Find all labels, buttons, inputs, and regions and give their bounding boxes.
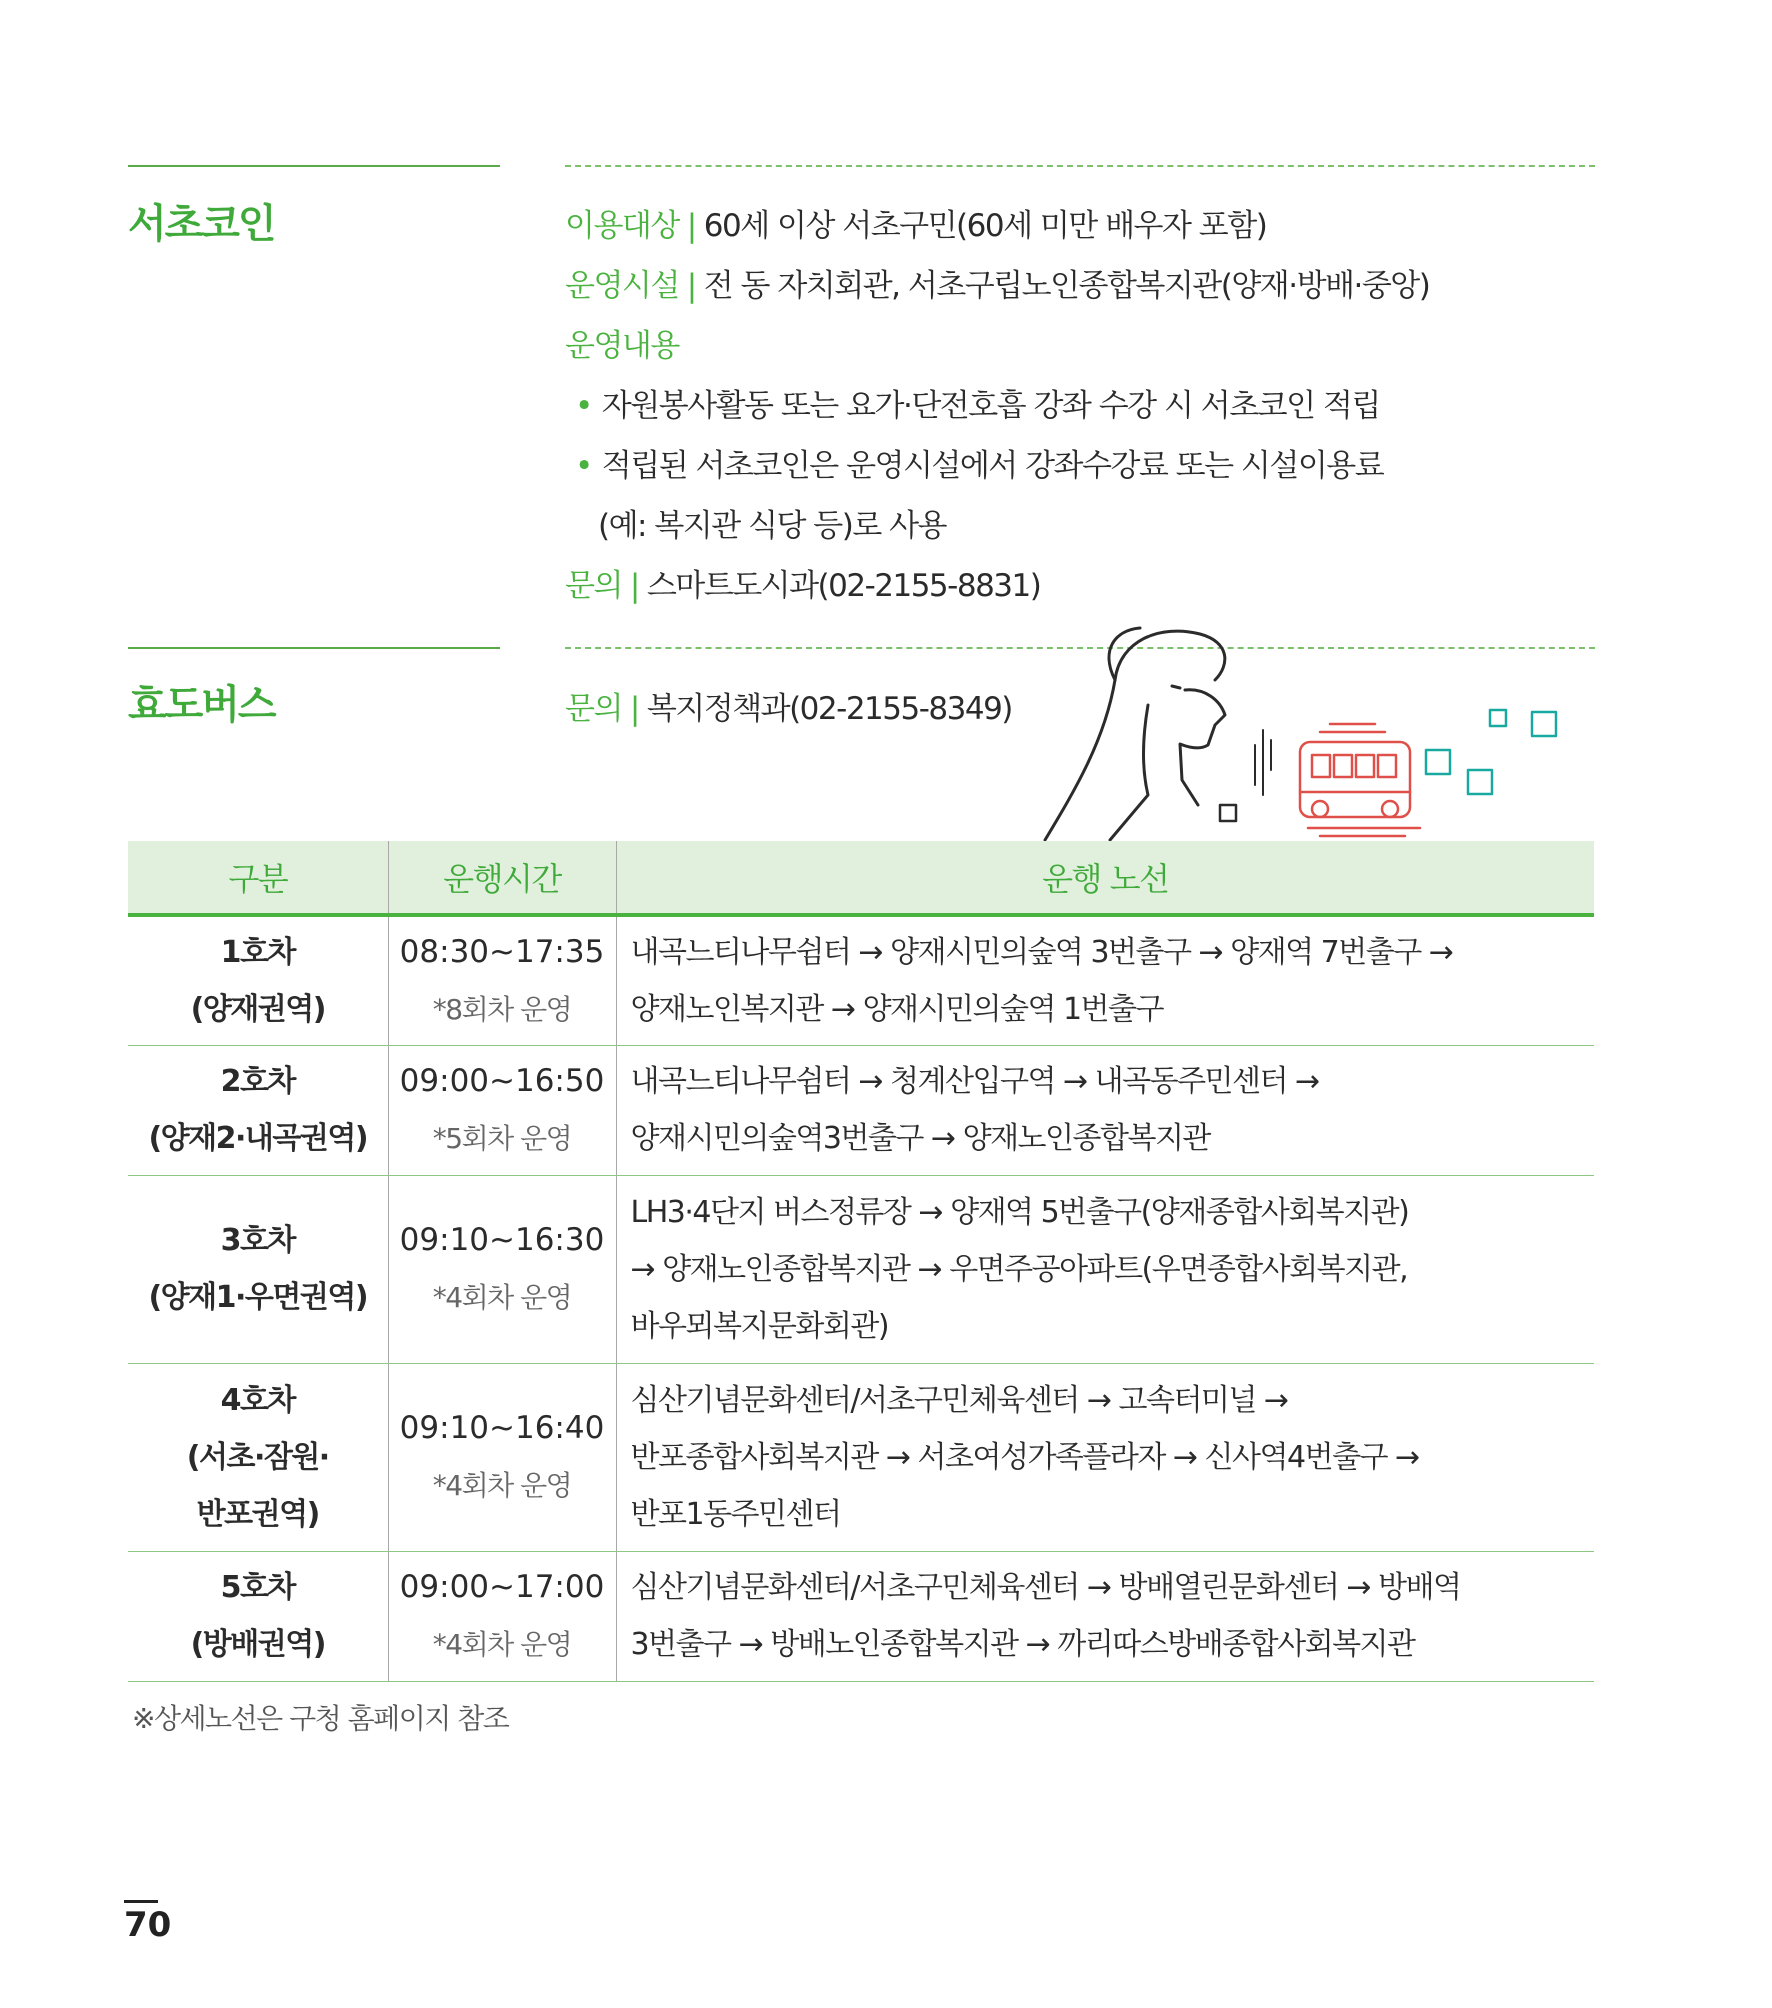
coin-bullet-1 (575, 380, 1380, 425)
bus-route-cell (616, 1045, 1594, 1175)
route-line: 3번출구 → 방배노인종합복지관 → 까리따스방배종합사회복지관 (630, 1627, 1415, 1662)
bus-area-cont: 반포권역) (196, 1496, 319, 1532)
bus-name-cell (128, 915, 388, 1045)
square-outline-icon (1220, 805, 1236, 821)
bus-number: 3호차 (220, 1223, 295, 1258)
bus-icon (1300, 724, 1420, 836)
bus-area: (양재권역) (190, 991, 325, 1027)
separator: | (629, 691, 639, 727)
coin-target-label: 이용대상 (565, 208, 679, 244)
person-silhouette-icon (1045, 628, 1225, 840)
table-row (128, 1551, 1594, 1681)
route-line: 내곡느티나무쉼터 → 양재시민의숲역 3번출구 → 양재역 7번출구 → (630, 934, 1453, 970)
route-line: 내곡느티나무쉼터 → 청계산입구역 → 내곡동주민센터 → (630, 1064, 1319, 1099)
route-line: 양재시민의숲역3번출구 → 양재노인종합복지관 (630, 1121, 1210, 1156)
teal-squares-icon (1426, 710, 1556, 794)
table-row (128, 1175, 1594, 1363)
bus-time-cell (388, 915, 616, 1045)
coin-contact-value: 스마트도시과(02-2155-8831) (646, 568, 1041, 604)
page-number-rule (124, 1900, 158, 1903)
coin-section-title: 서초코인 (128, 201, 275, 247)
run-count: *4회차 운영 (432, 1628, 572, 1661)
bus-contact-value: 복지정책과(02-2155-8349) (646, 691, 1012, 727)
bus-time-cell (388, 1045, 616, 1175)
bus-section-title: 효도버스 (128, 682, 275, 728)
coin-target-line (565, 200, 1266, 245)
bus-area: (방배권역) (190, 1627, 325, 1662)
coin-facility-label: 운영시설 (565, 268, 679, 304)
operating-time: 09:10~16:40 (399, 1410, 605, 1446)
bus-area: (양재1·우면권역) (148, 1280, 368, 1315)
coin-bullet-1-text: 자원봉사활동 또는 요가·단전호흡 강좌 수강 시 서초코인 적립 (601, 388, 1380, 424)
separator: | (629, 568, 639, 604)
table-row (128, 915, 1594, 1045)
route-line: LH3·4단지 버스정류장 → 양재역 5번출구(양재종합사회복지관) (630, 1194, 1409, 1230)
bus-section-rule (128, 647, 500, 649)
coin-bullet-2-text-cont: (예: 복지관 식당 등)로 사용 (598, 508, 947, 544)
route-footnote: ※상세노선은 구청 홈페이지 참조 (132, 1702, 509, 1735)
coin-facility-line (565, 260, 1429, 305)
person-and-bus-illustration (1030, 620, 1590, 845)
operating-time: 09:10~16:30 (399, 1222, 605, 1258)
route-line: 양재노인복지관 → 양재시민의숲역 1번출구 (630, 991, 1163, 1027)
header-route: 운행 노선 (616, 841, 1594, 915)
bus-name-cell (128, 1175, 388, 1363)
coin-target-value: 60세 이상 서초구민(60세 미만 배우자 포함) (703, 208, 1267, 244)
route-line: 반포1동주민센터 (630, 1496, 841, 1532)
bus-area: (양재2·내곡권역) (148, 1121, 368, 1156)
run-count: *4회차 운영 (432, 1281, 572, 1314)
bus-contact-line (565, 683, 1012, 728)
bus-route-cell (616, 915, 1594, 1045)
bus-number: 4호차 (220, 1382, 295, 1418)
coin-section-rule (128, 165, 500, 167)
bus-name-cell (128, 1551, 388, 1681)
bus-route-cell (616, 1363, 1594, 1551)
bullet-icon: • (575, 448, 592, 484)
coin-section-dash-rule (565, 165, 1595, 167)
header-category: 구분 (128, 841, 388, 915)
bus-route-cell (616, 1175, 1594, 1363)
coin-content-label: 운영내용 (565, 328, 679, 364)
bus-number: 2호차 (220, 1064, 295, 1099)
table-row (128, 1363, 1594, 1551)
route-line: 반포종합사회복지관 → 서초여성가족플라자 → 신사역4번출구 → (630, 1439, 1419, 1475)
operating-time: 09:00~17:00 (399, 1569, 605, 1605)
bus-name-cell (128, 1045, 388, 1175)
bus-time-cell (388, 1175, 616, 1363)
run-count: *5회차 운영 (432, 1122, 572, 1155)
table-row (128, 1045, 1594, 1175)
route-line: → 양재노인종합복지관 → 우면주공아파트(우면종합사회복지관, (630, 1251, 1408, 1287)
bus-time-cell (388, 1363, 616, 1551)
separator: | (686, 208, 696, 244)
motion-lines-icon (1255, 730, 1271, 795)
table-header-row (128, 841, 1594, 915)
operating-time: 09:00~16:50 (399, 1063, 605, 1099)
route-line: 심산기념문화센터/서초구민체육센터 → 고속터미널 → (630, 1382, 1288, 1418)
coin-content-line (565, 320, 679, 365)
coin-facility-value: 전 동 자치회관, 서초구립노인종합복지관(양재·방배·중앙) (703, 268, 1430, 304)
bus-area: (서초·잠원· (186, 1439, 329, 1475)
bus-route-table (128, 841, 1594, 1682)
coin-contact-label: 문의 (565, 568, 622, 604)
bullet-icon: • (575, 388, 592, 424)
bus-name-cell (128, 1363, 388, 1551)
page-number: 70 (124, 1905, 172, 1945)
operating-time: 08:30~17:35 (399, 933, 605, 970)
coin-bullet-2 (575, 440, 1383, 485)
separator: | (686, 268, 696, 304)
route-line: 심산기념문화센터/서초구민체육센터 → 방배열린문화센터 → 방배역 (630, 1570, 1461, 1605)
header-operating-hours: 운행시간 (388, 841, 616, 915)
coin-contact-line (565, 560, 1040, 605)
coin-bullet-2-text: 적립된 서초코인은 운영시설에서 강좌수강료 또는 시설이용료 (601, 448, 1384, 484)
route-line: 바우뫼복지문화회관) (630, 1308, 889, 1344)
coin-bullet-2-cont (598, 500, 946, 545)
bus-route-cell (616, 1551, 1594, 1681)
bus-number: 5호차 (220, 1570, 295, 1605)
bus-contact-label: 문의 (565, 691, 622, 727)
run-count: *8회차 운영 (432, 992, 572, 1026)
bus-number: 1호차 (220, 934, 295, 970)
bus-time-cell (388, 1551, 616, 1681)
run-count: *4회차 운영 (432, 1469, 572, 1502)
